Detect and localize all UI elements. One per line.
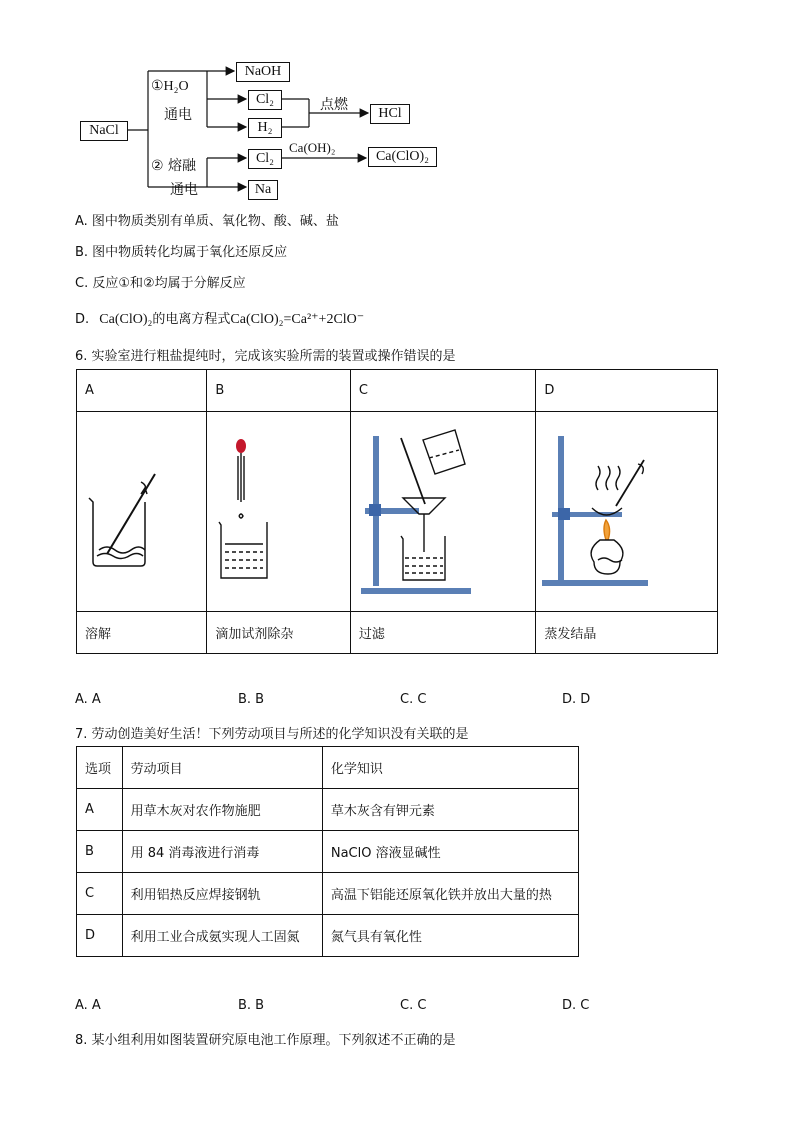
na-box [248,180,278,200]
q5-option-b: B. 图中物质转化均属于氧化还原反应 [75,245,288,260]
q7-header-knowledge: 化学知识 [322,747,578,789]
caclo2-box [368,147,437,167]
beaker-stirring-image [77,412,206,607]
q7-row-c-knowledge: 高温下铝能还原氧化铁并放出大量的热 [322,873,578,915]
nacl-box [80,121,128,141]
q6-choice-c: C. C [400,692,427,707]
q6-image-b-cell [207,412,350,612]
caoh2-label: Ca(OH)₂ [289,140,336,155]
q5-d-mid: 的电离方程式 [152,312,231,327]
q7-row-d-labor: 利用工业合成氨实现人工固氮 [122,915,322,957]
ignite-label: 点燃 [320,97,348,113]
path2-condition: 通电 [170,182,198,198]
q6-stem: 6. 实验室进行粗盐提纯时，完成该实验所需的装置或操作错误的是 [75,349,456,364]
q7-choice-b: B. B [238,998,265,1013]
na-text: Na [254,182,272,197]
hcl-text: HCl [378,106,402,121]
q7-choice-c: C. C [400,998,427,1013]
q7-row-c-option: C [77,873,123,915]
cl2-upper-text: Cl₂ [255,92,275,107]
q6-choice-d: D. D [562,692,591,707]
q6-caption-d: 蒸发结晶 [536,612,718,654]
q7-row-b-knowledge: NaClO 溶液显碱性 [322,831,578,873]
q6-header-d: D [536,370,718,412]
q7-row-d-option: D [77,915,123,957]
q6-caption-a: 溶解 [77,612,207,654]
diagram-arrows [0,0,794,205]
q6-table [76,369,718,654]
q7-stem: 7. 劳动创造美好生活！下列劳动项目与所述的化学知识没有关联的是 [75,727,469,742]
q7-header-option: 选项 [77,747,123,789]
path1-label: ①H₂O [151,79,189,94]
table-row [77,915,579,957]
table-row [77,873,579,915]
q7-row-a-knowledge: 草木灰含有钾元素 [322,789,578,831]
q7-choice-a: A. A [75,998,101,1013]
path2-label: ② 熔融 [151,158,197,174]
h2-box [248,118,282,138]
cl2-lower-text: Cl₂ [255,151,275,166]
q5-d-equation: Ca(ClO)₂=Ca²⁺+2ClO⁻ [230,312,365,327]
q7-row-d-knowledge: 氮气具有氧化性 [322,915,578,957]
q6-header-c: C [350,370,536,412]
q7-row-a-labor: 用草木灰对农作物施肥 [122,789,322,831]
cl2-box-upper [248,90,282,110]
q7-row-c-labor: 利用铝热反应焊接钢轨 [122,873,322,915]
dropper-bulb [236,439,246,453]
q5-option-c: C. 反应①和②均属于分解反应 [75,276,246,291]
q7-row-b-labor: 用 84 消毒液进行消毒 [122,831,322,873]
q6-image-c-cell [350,412,536,612]
evaporation-image [536,412,716,607]
q6-image-d-cell [536,412,718,612]
q5-option-a: A. 图中物质类别有单质、氧化物、酸、碱、盐 [75,214,339,229]
q5-option-d [75,308,364,328]
nacl-text: NaCl [89,123,119,138]
hcl-box [370,104,410,124]
q6-image-a-cell [77,412,207,612]
h2-text: H₂ [257,120,273,135]
filtration-image [351,412,535,607]
path1-condition: 通电 [164,107,192,123]
caclo2-text: Ca(ClO)₂ [375,149,430,164]
dropper-beaker-image [207,412,349,607]
q6-caption-b: 滴加试剂除杂 [207,612,350,654]
q8-stem: 8. 某小组利用如图装置研究原电池工作原理。下列叙述不正确的是 [75,1033,456,1048]
reaction-diagram [0,0,794,205]
q6-choice-a: A. A [75,692,101,707]
table-row [77,831,579,873]
q6-choice-b: B. B [238,692,265,707]
q7-table [76,746,579,957]
q7-header-labor: 劳动项目 [122,747,322,789]
table-row [77,789,579,831]
naoh-text: NaOH [244,64,282,79]
cl2-box-lower [248,149,282,169]
q7-row-b-option: B [77,831,123,873]
q7-choice-d: D. C [562,998,590,1013]
q6-caption-c: 过滤 [350,612,536,654]
q6-header-b: B [207,370,350,412]
q5-d-letter: D. [75,312,90,327]
q5-d-formula: Ca(ClO)₂ [99,312,153,327]
q7-row-a-option: A [77,789,123,831]
naoh-box [236,62,290,82]
q6-header-a: A [77,370,207,412]
